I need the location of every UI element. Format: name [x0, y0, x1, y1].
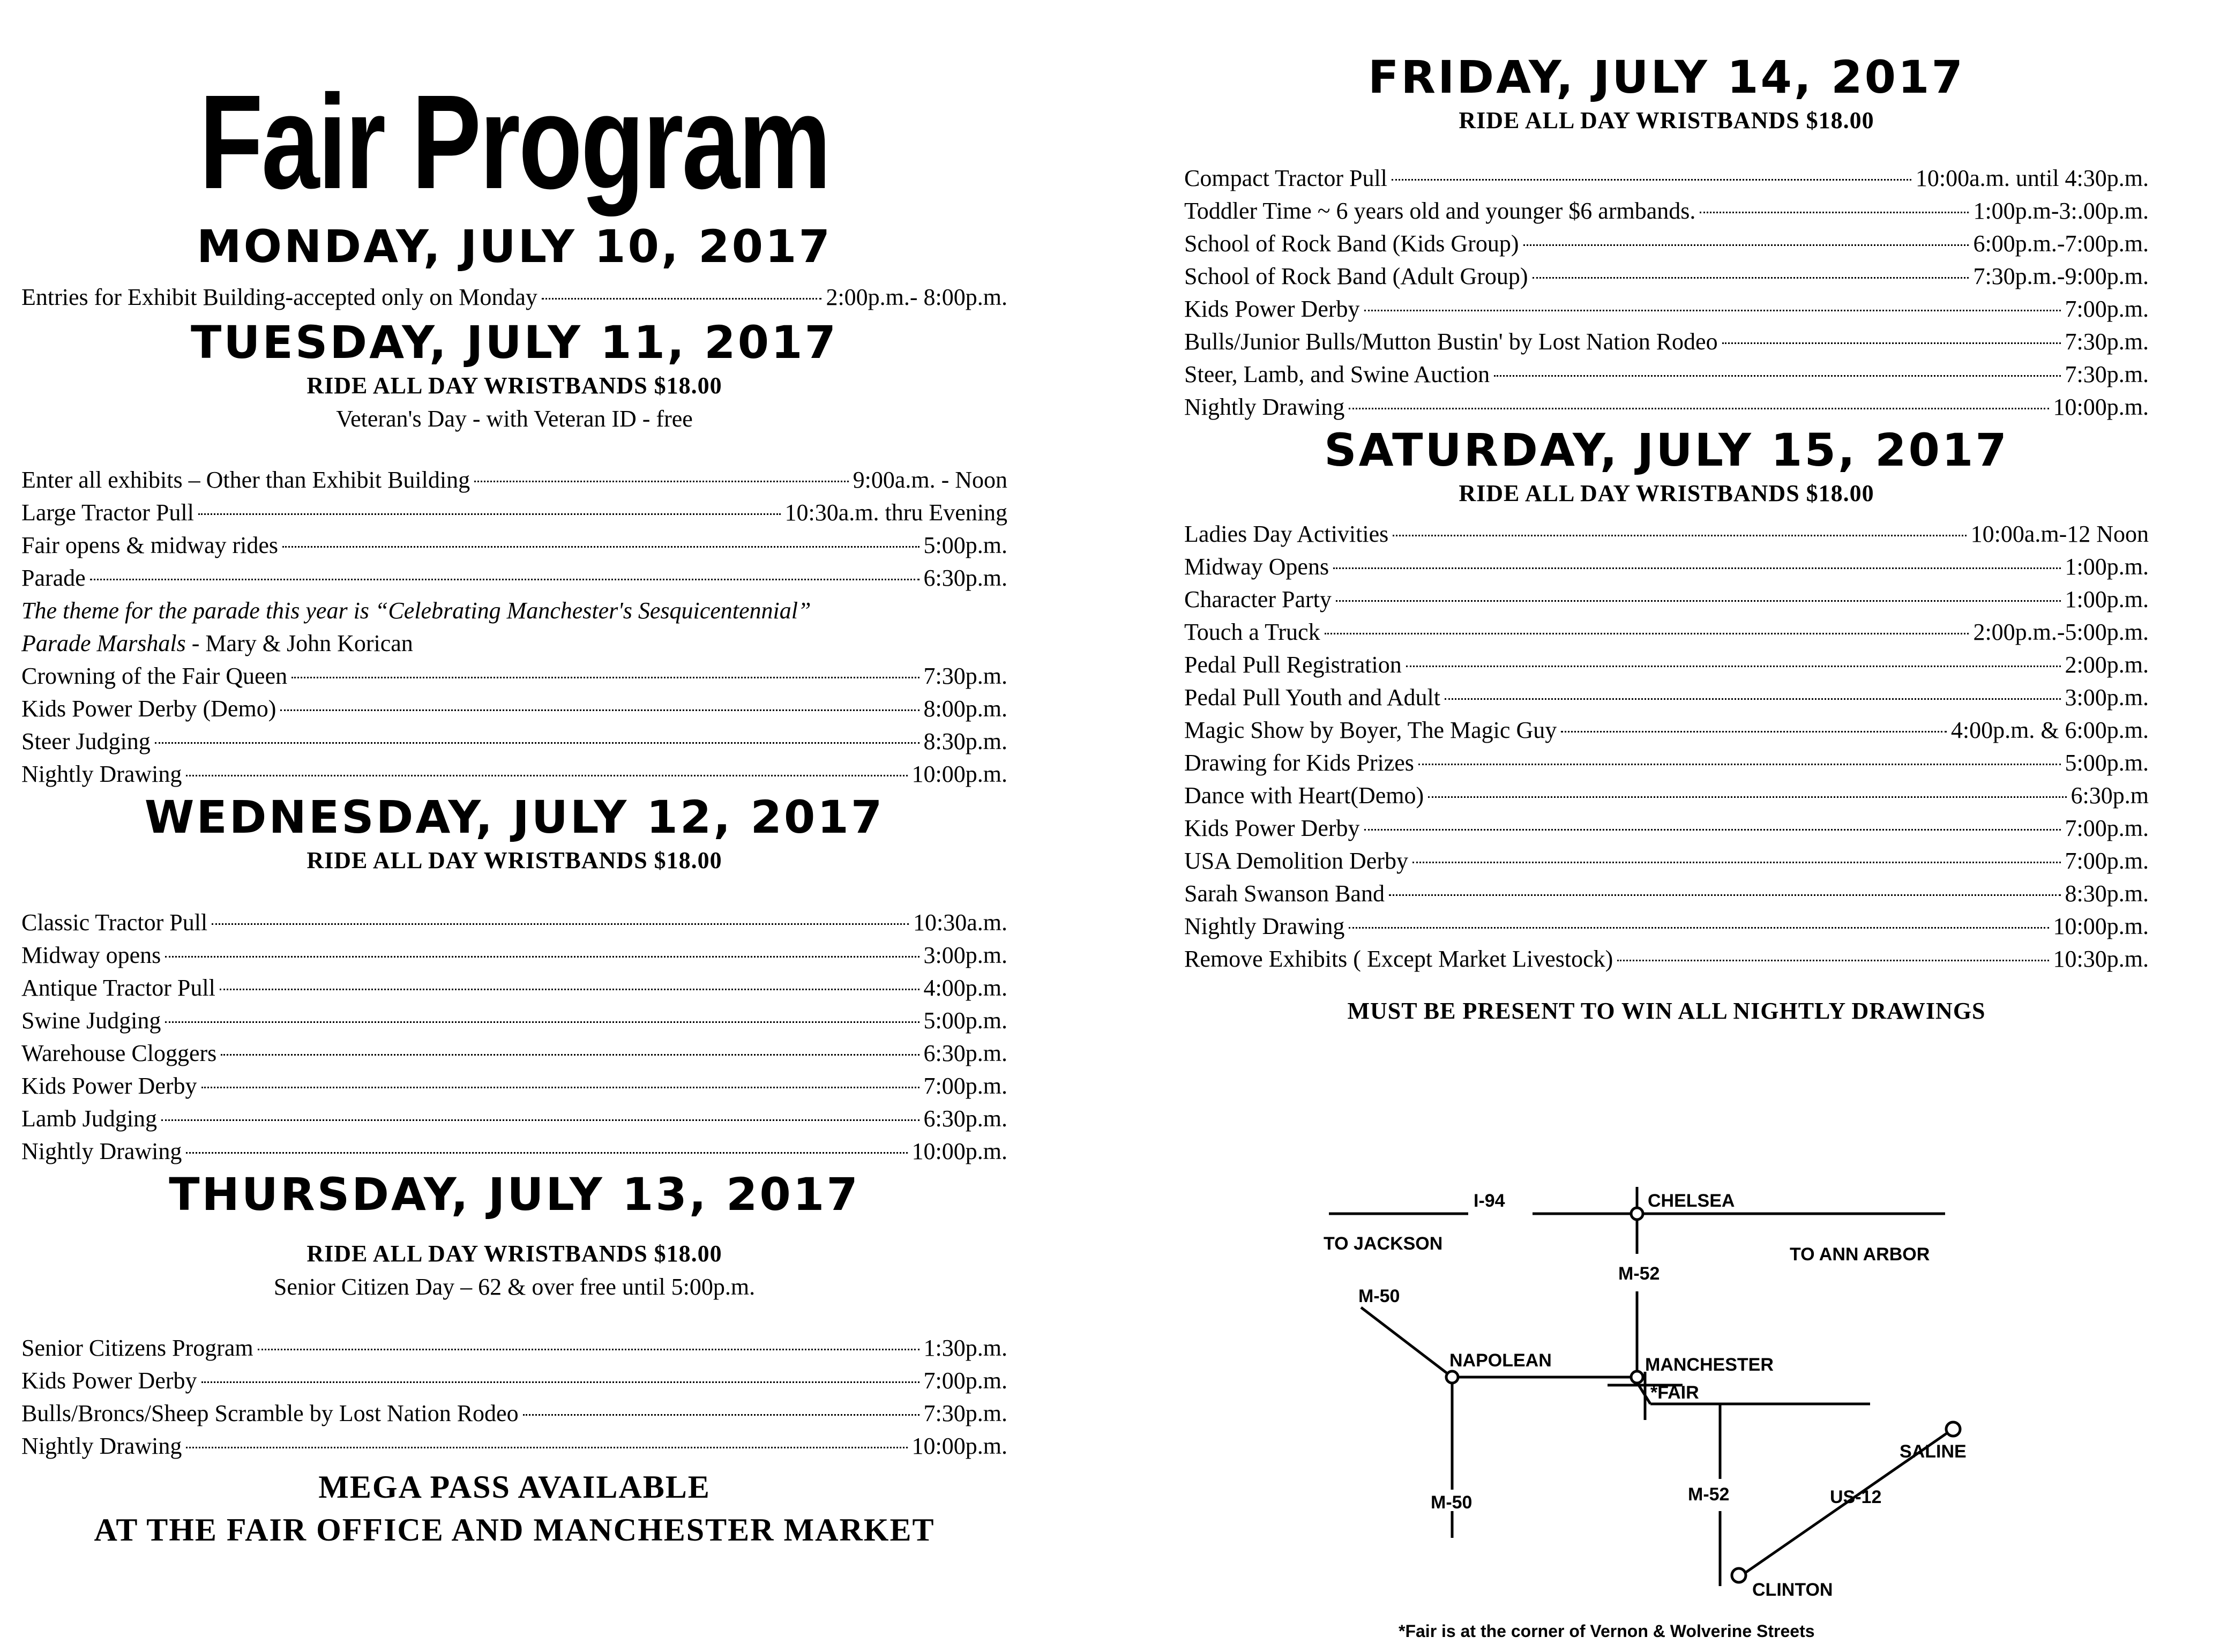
event-label: Remove Exhibits ( Except Market Livestock)	[1184, 946, 1613, 972]
schedule-row	[1184, 844, 2149, 877]
schedule-row	[1184, 325, 2149, 358]
event-label: Pedal Pull Youth and Adult	[1184, 684, 1440, 711]
event-label: Warehouse Cloggers	[21, 1040, 217, 1066]
map-label-m52-top: M-52	[1618, 1264, 1660, 1284]
leader-line	[165, 1021, 919, 1023]
parade-theme: The theme for the parade this year is “Celebrating Manchester's Sesquicentennial”	[21, 597, 811, 624]
leader-line	[201, 1087, 920, 1088]
tuesday-wristband: RIDE ALL DAY WRISTBANDS $18.00	[307, 372, 722, 399]
leader-line	[258, 1349, 920, 1350]
schedule-row	[21, 725, 1007, 758]
leader-line	[523, 1414, 920, 1416]
event-label: Antique Tractor Pull	[21, 975, 215, 1001]
friday-events	[1184, 162, 2149, 423]
event-label: Compact Tractor Pull	[1184, 165, 1387, 191]
leader-line	[1389, 894, 2061, 896]
event-time: 7:00p.m.	[2065, 296, 2149, 322]
leader-line	[1364, 829, 2061, 831]
schedule-row	[1184, 779, 2149, 812]
leader-line	[1523, 244, 1969, 246]
event-time: 7:30p.m.-9:00p.m.	[1973, 263, 2149, 289]
leader-line	[280, 709, 919, 711]
left-column	[21, 0, 1007, 1551]
event-time: 6:30p.m	[2070, 782, 2149, 809]
event-time: 5:00p.m.	[923, 1007, 1007, 1034]
schedule-row	[1184, 812, 2149, 844]
chelsea-marker	[1631, 1208, 1643, 1220]
schedule-row	[1184, 616, 2149, 648]
map-label-saline: SALINE	[1900, 1441, 1967, 1462]
schedule-row	[1184, 227, 2149, 260]
schedule-row	[1184, 518, 2149, 550]
schedule-row	[1184, 877, 2149, 910]
event-time: 1:00p.m.	[2065, 586, 2149, 612]
event-label: Bulls/Junior Bulls/Mutton Bustin' by Lost Nation Rodeo	[1184, 328, 1718, 355]
leader-line	[291, 677, 919, 678]
event-time: 2:00p.m.- 8:00p.m.	[826, 284, 1007, 310]
schedule-row	[1184, 648, 2149, 681]
leader-line	[90, 579, 920, 580]
schedule-row	[21, 562, 1007, 594]
event-label: Magic Show by Boyer, The Magic Guy	[1184, 717, 1557, 743]
event-time: 10:00a.m. until 4:30p.m.	[1915, 165, 2149, 191]
event-time: 2:00p.m.	[2065, 652, 2149, 678]
schedule-row	[21, 1004, 1007, 1037]
thursday-heading: THURSDAY, JULY 13, 2017	[169, 1168, 860, 1221]
thursday-events	[21, 1332, 1007, 1462]
event-label: Entries for Exhibit Building-accepted only on Monday	[21, 284, 537, 310]
schedule-row	[1184, 943, 2149, 975]
must-be-present-notice: MUST BE PRESENT TO WIN ALL NIGHTLY DRAWINGS	[1347, 998, 1986, 1024]
event-time: 6:30p.m.	[923, 565, 1007, 591]
leader-line	[1700, 212, 1969, 213]
leader-line	[1349, 927, 2049, 929]
clinton-marker	[1732, 1568, 1746, 1582]
schedule-row	[1184, 714, 2149, 746]
thursday-wristband: RIDE ALL DAY WRISTBANDS $18.00	[307, 1240, 722, 1267]
event-label: School of Rock Band (Adult Group)	[1184, 263, 1528, 289]
event-time: 10:00p.m.	[2053, 913, 2149, 939]
event-label: Sarah Swanson Band	[1184, 880, 1385, 907]
napolean-marker	[1446, 1371, 1458, 1383]
leader-line	[1722, 342, 2061, 344]
event-label: Ladies Day Activities	[1184, 521, 1389, 547]
event-label: Dance with Heart(Demo)	[1184, 782, 1424, 809]
event-label: Bulls/Broncs/Sheep Scramble by Lost Nation Rodeo	[21, 1400, 519, 1426]
event-time: 1:00p.m-3:.00p.m.	[1973, 198, 2149, 224]
event-label: Nightly Drawing	[1184, 913, 1345, 939]
schedule-row	[21, 660, 1007, 692]
leader-line	[474, 481, 848, 482]
leader-line	[542, 298, 822, 300]
leader-line	[1325, 633, 1969, 634]
event-time: 10:30p.m.	[2053, 946, 2149, 972]
event-label: School of Rock Band (Kids Group)	[1184, 230, 1519, 257]
schedule-row	[1184, 550, 2149, 583]
leader-line	[1364, 310, 2061, 311]
schedule-row	[21, 1332, 1007, 1364]
directions-map	[1307, 1157, 2004, 1650]
event-time: 6:30p.m.	[923, 1040, 1007, 1066]
right-column	[1184, 0, 2149, 1028]
map-label-manchester: MANCHESTER	[1645, 1355, 1774, 1375]
event-label: Classic Tractor Pull	[21, 909, 208, 936]
schedule-row	[21, 1397, 1007, 1430]
leader-line	[186, 1447, 907, 1448]
event-label: Parade	[21, 565, 86, 591]
event-label: Character Party	[1184, 586, 1332, 612]
schedule-row	[1184, 910, 2149, 943]
tuesday-events-2	[21, 660, 1007, 790]
leader-line	[1418, 764, 2061, 765]
event-label: Enter all exhibits – Other than Exhibit Building	[21, 467, 470, 493]
event-time: 9:00a.m. - Noon	[853, 467, 1007, 493]
map-label-fair: *FAIR	[1650, 1382, 1699, 1403]
leader-line	[186, 1152, 907, 1154]
event-label: Kids Power Derby	[21, 1073, 197, 1099]
event-label: Crowning of the Fair Queen	[21, 663, 288, 689]
event-time: 7:30p.m.	[923, 1400, 1007, 1426]
event-time: 3:00p.m.	[923, 942, 1007, 968]
event-label: Pedal Pull Registration	[1184, 652, 1402, 678]
event-time: 7:00p.m.	[923, 1367, 1007, 1394]
friday-heading: FRIDAY, JULY 14, 2017	[1368, 51, 1965, 103]
schedule-row	[1184, 260, 2149, 293]
event-label: Midway Opens	[1184, 554, 1329, 580]
saturday-events	[1184, 518, 2149, 975]
event-time: 7:00p.m.	[2065, 815, 2149, 841]
schedule-row	[21, 281, 1007, 313]
event-label: Toddler Time ~ 6 years old and younger $6 armbands.	[1184, 198, 1696, 224]
map-footnote: *Fair is at the corner of Vernon & Wolverine Streets	[1399, 1621, 1815, 1641]
leader-line	[1349, 408, 2049, 409]
leader-line	[1412, 862, 2061, 863]
mega-pass-line-2: AT THE FAIR OFFICE AND MANCHESTER MARKET	[94, 1512, 935, 1548]
friday-wristband: RIDE ALL DAY WRISTBANDS $18.00	[1459, 107, 1874, 133]
leader-line	[201, 1381, 920, 1383]
schedule-row	[1184, 162, 2149, 195]
event-label: Nightly Drawing	[1184, 394, 1345, 420]
event-label: Swine Judging	[21, 1007, 161, 1034]
schedule-row	[1184, 681, 2149, 714]
leader-line	[1336, 600, 2061, 602]
event-time: 5:00p.m.	[923, 532, 1007, 558]
map-label-napolean: NAPOLEAN	[1449, 1350, 1552, 1371]
parade-marshals-names: - Mary & John Korican	[185, 630, 413, 656]
event-time: 4:00p.m. & 6:00p.m.	[1950, 717, 2149, 743]
schedule-row	[21, 971, 1007, 1004]
leader-line	[1428, 796, 2066, 798]
event-time: 2:00p.m.-5:00p.m.	[1973, 619, 2149, 645]
leader-line	[1393, 535, 1966, 536]
event-time: 1:30p.m.	[923, 1335, 1007, 1361]
event-label: Large Tractor Pull	[21, 499, 194, 526]
schedule-row	[21, 496, 1007, 529]
parade-marshals	[21, 627, 1007, 660]
leader-line	[1406, 666, 2061, 667]
event-time: 7:00p.m.	[2065, 848, 2149, 874]
event-label: Steer Judging	[21, 728, 151, 754]
event-time: 10:00p.m.	[911, 1138, 1007, 1164]
schedule-row	[21, 692, 1007, 725]
leader-line	[1533, 277, 1969, 279]
schedule-row	[1184, 391, 2149, 423]
m50-road-diagonal	[1361, 1307, 1452, 1377]
event-label: Midway opens	[21, 942, 161, 968]
schedule-row	[21, 939, 1007, 971]
event-time: 6:30p.m.	[923, 1105, 1007, 1132]
map-label-i94: I-94	[1474, 1191, 1505, 1211]
schedule-row	[21, 529, 1007, 562]
map-label-to-jackson: TO JACKSON	[1324, 1234, 1443, 1254]
event-time: 3:00p.m.	[2065, 684, 2149, 711]
schedule-row	[1184, 583, 2149, 616]
map-label-m52-bottom: M-52	[1688, 1484, 1730, 1505]
event-time: 7:00p.m.	[923, 1073, 1007, 1099]
leader-line	[282, 546, 920, 548]
leader-line	[1561, 731, 1947, 732]
tuesday-heading: TUESDAY, JULY 11, 2017	[191, 316, 838, 369]
parade-marshals-label: Parade Marshals	[21, 630, 186, 656]
schedule-row	[21, 1135, 1007, 1168]
map-label-m50-top: M-50	[1358, 1286, 1400, 1306]
event-time: 8:30p.m.	[923, 728, 1007, 754]
thursday-note: Senior Citizen Day – 62 & over free until 5:00p.m.	[273, 1274, 756, 1300]
wednesday-events	[21, 906, 1007, 1168]
map-label-m50-bottom: M-50	[1431, 1492, 1472, 1513]
leader-line	[155, 742, 920, 744]
event-label: Touch a Truck	[1184, 619, 1320, 645]
tuesday-events	[21, 464, 1007, 594]
map-label-chelsea: CHELSEA	[1648, 1191, 1735, 1211]
event-label: Steer, Lamb, and Swine Auction	[1184, 361, 1490, 387]
schedule-row	[1184, 746, 2149, 779]
leader-line	[186, 775, 907, 776]
schedule-row	[21, 1102, 1007, 1135]
leader-line	[198, 513, 781, 515]
schedule-row	[21, 1430, 1007, 1462]
leader-line	[220, 989, 920, 990]
event-label: Senior Citizens Program	[21, 1335, 253, 1361]
manchester-marker	[1631, 1371, 1643, 1383]
event-label: Kids Power Derby	[1184, 296, 1360, 322]
event-time: 7:30p.m.	[923, 663, 1007, 689]
schedule-row	[21, 906, 1007, 939]
event-label: Nightly Drawing	[21, 1138, 182, 1164]
event-label: Kids Power Derby (Demo)	[21, 696, 276, 722]
event-label: Lamb Judging	[21, 1105, 157, 1132]
event-label: Kids Power Derby	[1184, 815, 1360, 841]
schedule-row	[21, 758, 1007, 790]
event-time: 7:30p.m.	[2065, 361, 2149, 387]
event-time: 10:30a.m. thru Evening	[784, 499, 1007, 526]
saturday-wristband: RIDE ALL DAY WRISTBANDS $18.00	[1459, 480, 1874, 506]
map-label-clinton: CLINTON	[1752, 1580, 1833, 1600]
monday-heading: MONDAY, JULY 10, 2017	[197, 220, 832, 273]
event-label: USA Demolition Derby	[1184, 848, 1408, 874]
schedule-row	[21, 1037, 1007, 1070]
event-time: 10:00p.m.	[2053, 394, 2149, 420]
schedule-row	[21, 1364, 1007, 1397]
schedule-row	[21, 464, 1007, 496]
leader-line	[165, 956, 919, 958]
leader-line	[1494, 375, 2060, 377]
leader-line	[1392, 179, 1911, 181]
leader-line	[1445, 698, 2061, 700]
schedule-row	[1184, 195, 2149, 227]
event-time: 6:00p.m.-7:00p.m.	[1973, 230, 2149, 257]
event-time: 5:00p.m.	[2065, 750, 2149, 776]
saline-marker	[1946, 1422, 1960, 1436]
event-label: Nightly Drawing	[21, 1433, 182, 1459]
event-time: 10:00p.m.	[911, 1433, 1007, 1459]
event-time: 7:30p.m.	[2065, 328, 2149, 355]
event-label: Fair opens & midway rides	[21, 532, 279, 558]
wednesday-heading: WEDNESDAY, JULY 12, 2017	[144, 791, 885, 843]
leader-line	[161, 1119, 920, 1121]
schedule-row	[21, 1070, 1007, 1102]
event-label: Drawing for Kids Prizes	[1184, 750, 1414, 776]
map-label-us12: US-12	[1830, 1487, 1882, 1507]
event-label: Nightly Drawing	[21, 761, 182, 787]
event-time: 10:30a.m.	[913, 909, 1007, 936]
schedule-row	[1184, 358, 2149, 391]
monday-events	[21, 281, 1007, 313]
map-label-to-ann-arbor: TO ANN ARBOR	[1790, 1244, 1930, 1265]
schedule-row	[1184, 293, 2149, 325]
event-time: 4:00p.m.	[923, 975, 1007, 1001]
leader-line	[221, 1054, 919, 1056]
leader-line	[1617, 960, 2049, 961]
event-time: 10:00a.m-12 Noon	[1970, 521, 2149, 547]
leader-line	[212, 923, 909, 925]
saturday-heading: SATURDAY, JULY 15, 2017	[1324, 424, 2009, 476]
mega-pass-line-1: MEGA PASS AVAILABLE	[318, 1469, 711, 1505]
event-time: 8:00p.m.	[923, 696, 1007, 722]
event-time: 1:00p.m.	[2065, 554, 2149, 580]
event-time: 8:30p.m.	[2065, 880, 2149, 907]
event-time: 10:00p.m.	[911, 761, 1007, 787]
page-title: Fair Program	[199, 67, 830, 216]
event-label: Kids Power Derby	[21, 1367, 197, 1394]
tuesday-note: Veteran's Day - with Veteran ID - free	[336, 406, 693, 432]
leader-line	[1333, 567, 2060, 569]
wednesday-wristband: RIDE ALL DAY WRISTBANDS $18.00	[307, 847, 722, 873]
